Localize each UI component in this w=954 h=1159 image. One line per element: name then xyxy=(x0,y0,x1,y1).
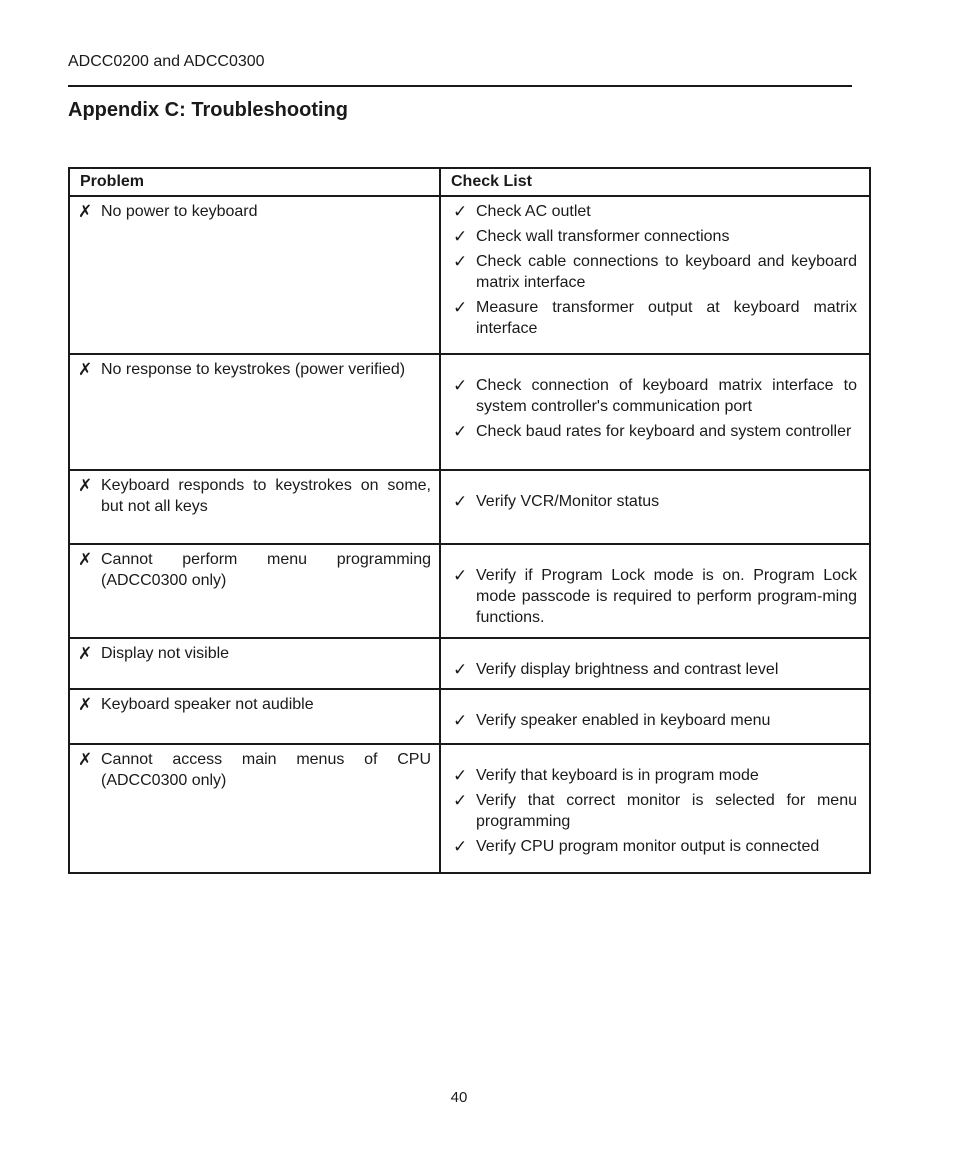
checklist-item xyxy=(453,765,857,786)
table-row xyxy=(69,470,870,544)
problem-text: Keyboard speaker not audible xyxy=(101,696,314,713)
troubleshooting-table xyxy=(68,167,871,874)
checkmark-icon: ✓ xyxy=(453,566,468,585)
column-header-checklist: Check List xyxy=(440,168,870,196)
problem-item xyxy=(78,475,431,517)
problem-cell xyxy=(69,544,440,638)
checklist-text: Verify CPU program monitor output is connected xyxy=(476,838,820,855)
problem-text: No response to keystrokes (power verified) xyxy=(101,361,406,378)
table-row xyxy=(69,354,870,470)
problem-item xyxy=(78,694,431,715)
checklist-text: Check baud rates for keyboard and system controller xyxy=(476,423,852,440)
checklist-text: Verify that keyboard is in program mode xyxy=(476,767,759,784)
checklist-cell xyxy=(440,689,870,744)
checkmark-icon: ✓ xyxy=(453,791,468,810)
problem-text: Keyboard responds to keystrokes on some, but not all keys xyxy=(101,477,431,515)
table-row xyxy=(69,196,870,354)
checkmark-icon: ✓ xyxy=(453,422,468,441)
table-body xyxy=(69,196,870,873)
checklist-text: Check cable connections to keyboard and keyboard matrix interface xyxy=(476,253,857,291)
page-number: 40 xyxy=(450,1089,468,1106)
checklist-cell xyxy=(440,744,870,873)
problem-text: Display not visible xyxy=(101,645,230,662)
checklist-item xyxy=(453,491,857,512)
x-mark-icon: ✗ xyxy=(78,695,93,714)
checklist-text: Check AC outlet xyxy=(476,203,591,220)
checkmark-icon: ✓ xyxy=(453,660,468,679)
checklist-text: Verify that correct monitor is selected for menu programming xyxy=(476,792,857,830)
checkmark-icon: ✓ xyxy=(453,376,468,395)
problem-item xyxy=(78,749,431,791)
document-header: ADCC0200 and ADCC0300 xyxy=(68,53,265,70)
checklist-item xyxy=(453,251,857,293)
x-mark-icon: ✗ xyxy=(78,750,93,769)
checklist-item xyxy=(453,421,857,442)
checklist-text: Check connection of keyboard matrix interface to system controller's communication port xyxy=(476,377,857,415)
checklist-text: Measure transformer output at keyboard matrix interface xyxy=(476,299,857,337)
x-mark-icon: ✗ xyxy=(78,476,93,495)
checkmark-icon: ✓ xyxy=(453,711,468,730)
problem-cell xyxy=(69,196,440,354)
checkmark-icon: ✓ xyxy=(453,837,468,856)
checklist-cell xyxy=(440,638,870,689)
checkmark-icon: ✓ xyxy=(453,202,468,221)
checklist-item xyxy=(453,710,857,731)
checkmark-icon: ✓ xyxy=(453,227,468,246)
section-title: Appendix C: Troubleshooting xyxy=(68,99,348,121)
checklist-cell xyxy=(440,544,870,638)
checkmark-icon: ✓ xyxy=(453,298,468,317)
checkmark-icon: ✓ xyxy=(453,492,468,511)
problem-text: No power to keyboard xyxy=(101,203,258,220)
checklist-item xyxy=(453,375,857,417)
problem-cell xyxy=(69,689,440,744)
checklist-text: Check wall transformer connections xyxy=(476,228,730,245)
problem-cell xyxy=(69,744,440,873)
x-mark-icon: ✗ xyxy=(78,360,93,379)
table-row xyxy=(69,638,870,689)
checkmark-icon: ✓ xyxy=(453,252,468,271)
table-row xyxy=(69,544,870,638)
problem-item xyxy=(78,359,431,380)
table-row xyxy=(69,744,870,873)
problem-cell xyxy=(69,354,440,470)
checklist-item xyxy=(453,659,857,680)
x-mark-icon: ✗ xyxy=(78,644,93,663)
column-header-problem: Problem xyxy=(69,168,440,196)
problem-cell xyxy=(69,638,440,689)
problem-text: Cannot perform menu programming (ADCC0300 only) xyxy=(101,551,431,589)
checklist-item xyxy=(453,297,857,339)
checklist-text: Verify if Program Lock mode is on. Program Lock mode passcode is required to perform program-ming functions. xyxy=(476,567,857,626)
header-divider xyxy=(68,85,852,87)
checklist-item xyxy=(453,565,857,628)
table-row xyxy=(69,689,870,744)
x-mark-icon: ✗ xyxy=(78,202,93,221)
checklist-item xyxy=(453,226,857,247)
checklist-text: Verify display brightness and contrast level xyxy=(476,661,779,678)
problem-item xyxy=(78,643,431,664)
x-mark-icon: ✗ xyxy=(78,550,93,569)
problem-item xyxy=(78,201,431,222)
problem-item xyxy=(78,549,431,591)
checklist-item xyxy=(453,790,857,832)
checklist-cell xyxy=(440,196,870,354)
problem-cell xyxy=(69,470,440,544)
checklist-text: Verify VCR/Monitor status xyxy=(476,493,660,510)
table-header-row xyxy=(69,168,870,196)
checklist-cell xyxy=(440,470,870,544)
checklist-text: Verify speaker enabled in keyboard menu xyxy=(476,712,771,729)
checklist-item xyxy=(453,836,857,857)
checkmark-icon: ✓ xyxy=(453,766,468,785)
checklist-item xyxy=(453,201,857,222)
checklist-cell xyxy=(440,354,870,470)
problem-text: Cannot access main menus of CPU (ADCC0300 only) xyxy=(101,751,431,789)
